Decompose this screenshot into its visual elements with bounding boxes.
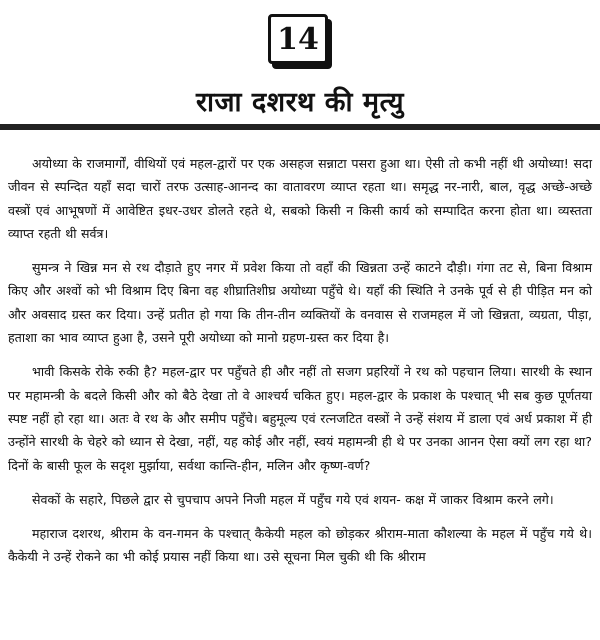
paragraph-4: सेवकों के सहारे, पिछले द्वार से चुपचाप अपने निजी महल में पहुँच गये एवं शयन- कक्ष में जाकर विश्राम करने लगे। [32,491,554,507]
chapter-number-box [268,14,328,64]
paragraph-2: सुमन्त्र ने खिन्न मन से रथ दौड़ाते हुए नगर में प्रवेश किया तो वहाँ की खिन्नता उन्हें काटने दौड़ी। गंगा तट से, बिना विश्राम किए और अश्वों को भी विश्राम दिए बिना वह शीघ्रातिशीघ्र अयोध्या पहुँचे थे। यहाँ की स्थिति ने उनके पूर्व से ही पीड़ित मन को और अवसाद ग्रस्त कर दिया। उन्हें प्रतीत हो गया कि तीन-तीन व्यक्तियों के वनवास से राजमहल में जो खिन्नता, व्यग्रता, पीड़ा, हताशा का भाव व्याप्त हुआ है, उसने पूरी अयोध्या को मानो ग्रहण-ग्रस्त कर दिया है। [8,260,592,346]
chapter-number: 14 [277,21,319,57]
title-underline-rule [0,124,600,130]
paragraph-3: भावी किसके रोके रुकी है? महल-द्वार पर पहुँचते ही और नहीं तो सजग प्रहरियों ने रथ को पहचान लिया। सारथी के स्थान पर महामन्त्री के बदले किसी और को बैठे देखा तो वे आश्चर्य चकित हुए। महल-द्वार के प्रकाश के पश्चात् भी सब कुछ पूर्णतया स्पष्ट नहीं हो रहा था। अतः वे रथ के और समीप पहुँचे। बहुमूल्य एवं रत्नजटित वस्त्रों ने उन्हें संशय में डाला एवं अर्ध प्रकाश में ही उन्होंने सारथी के चेहरे को ध्यान से देखा, नहीं, यह कोई और नहीं, स्वयं महामन्त्री ही थे पर उनका आनन ऐसा क्यों लग रहा था? दिनों के बासी फूल के सदृश मुर्झाया, सर्वथा कान्ति-हीन, मलिन और कृष्ण-वर्ण? [8,364,592,473]
paragraph-5: महाराज दशरथ, श्रीराम के वन-गमन के पश्चात् कैकेयी महल को छोड़कर श्रीराम-माता कौशल्या के महल में पहुँच गये थे। कैकेयी ने उन्हें रोकने का भी कोई प्रयास नहीं किया था। उसे सूचना मिल चुकी थी कि श्रीराम [8,526,592,565]
paragraph-1: अयोध्या के राजमार्गों, वीथियों एवं महल-द्वारों पर एक असहज सन्नाटा पसरा हुआ था। ऐसी तो कभी नहीं थी अयोध्या! सदा जीवन से स्पन्दित यहाँ सदा चारों तरफ उत्साह-आनन्द का वातावरण व्याप्त रहता था। समृद्ध नर-नारी, बाल, वृद्ध अच्छे-अच्छे वस्त्रों एवं आभूषणों में आवेष्टित इधर-उधर डोलते रहते थे, सबको किसी न किसी कार्य को सम्पादित करना होता था। व्यस्तता व्याप्त रहती थी सर्वत्र। [8,156,592,241]
chapter-title: राजा दशरथ की मृत्यु [195,87,405,118]
chapter-body [8,152,592,580]
